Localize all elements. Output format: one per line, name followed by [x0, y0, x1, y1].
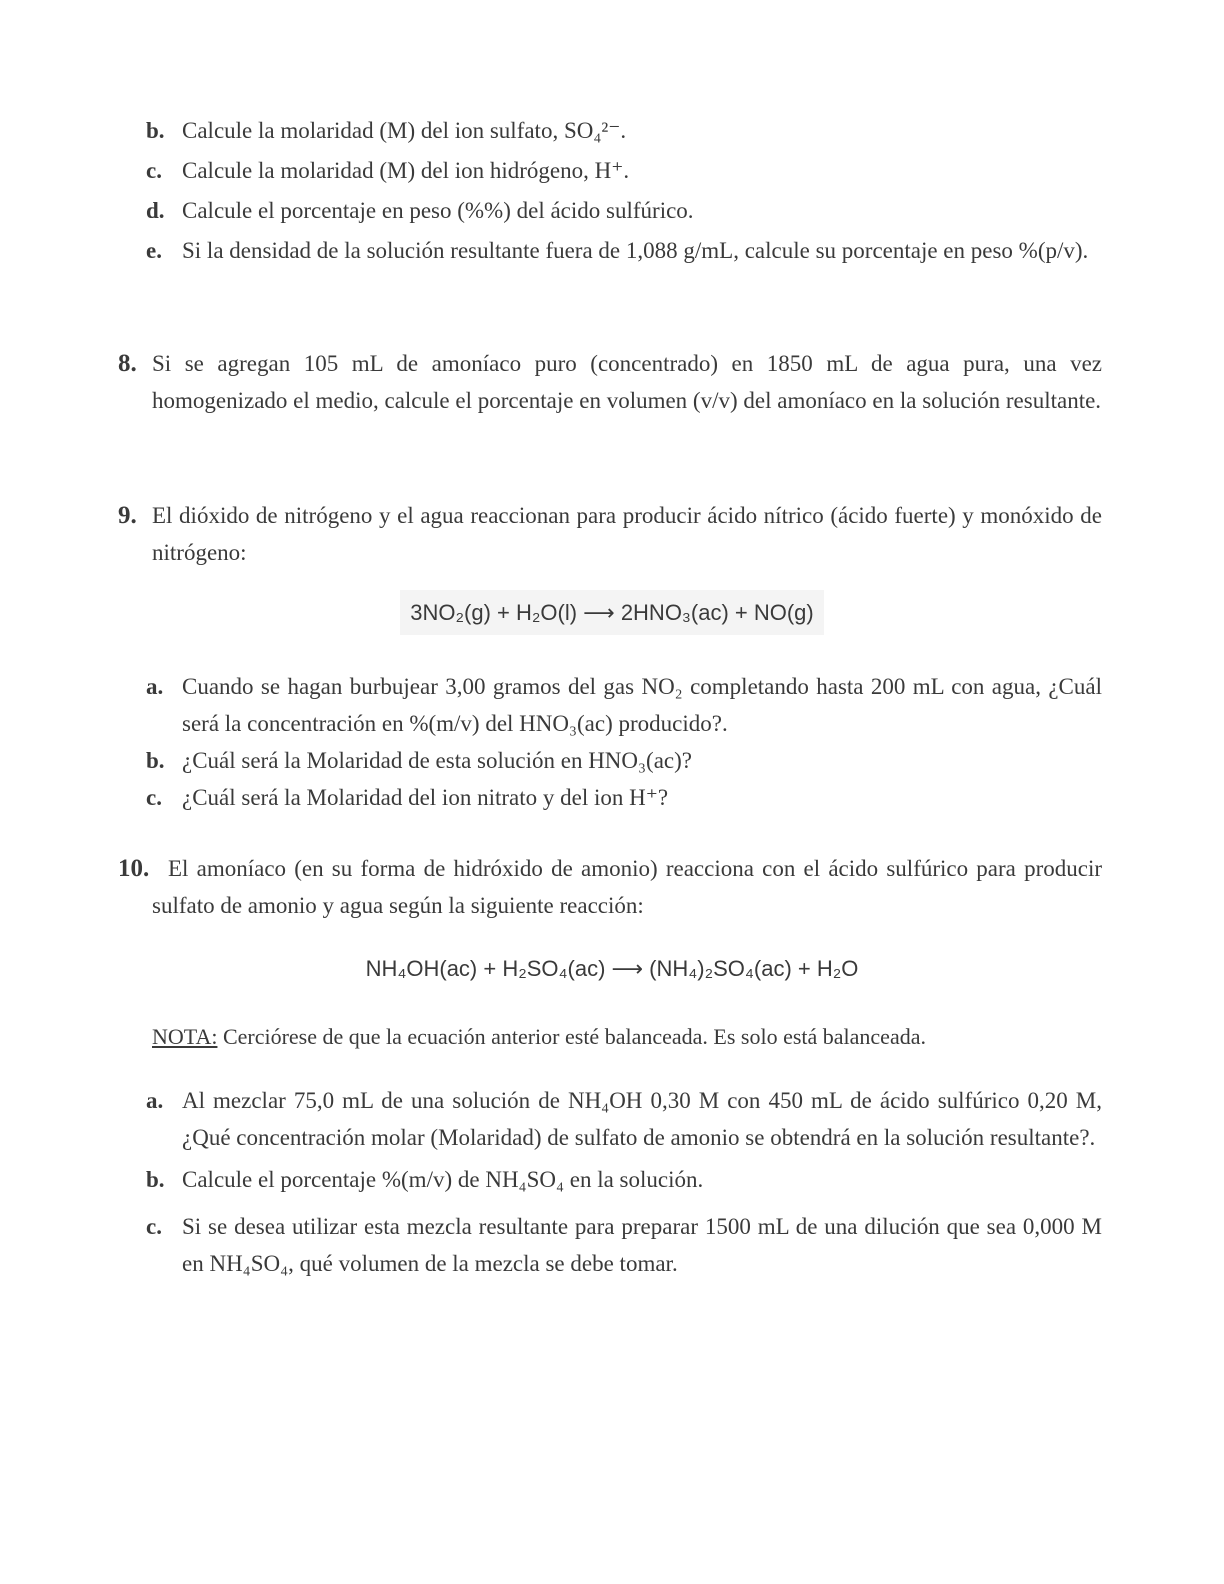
equation-ammonium-sulfate: [0, 950, 1224, 987]
list-item: [146, 668, 1102, 742]
item-text: Calcule la molaridad (M) del ion sulfato, SO₄²⁻.: [182, 118, 627, 143]
question-number: 9.: [118, 502, 137, 529]
equation-no2-water: [0, 590, 1224, 635]
question-text: Si se agregan 105 mL de amoníaco puro (concentrado) en 1850 mL de agua pura, una vez homogenizado el medio, calcule el porcentaje en volumen (v/v) del amoníaco en la solución resultante.: [152, 351, 1102, 413]
question-text: El dióxido de nitrógeno y el agua reaccionan para producir ácido nítrico (ácido fuerte) y monóxido de nitrógeno:: [152, 503, 1102, 565]
list-item: [146, 1208, 1102, 1282]
item-text: ¿Cuál será la Molaridad del ion nitrato y del ion H⁺?: [182, 785, 669, 810]
item-label: a.: [146, 1088, 164, 1113]
question-10-items: [146, 1082, 1102, 1282]
item-text: Si se desea utilizar esta mezcla resultante para preparar 1500 mL de una dilución que sea 0,000 M en NH₄SO₄, qué volumen de la mezcla se debe tomar.: [182, 1214, 1102, 1276]
item-text: ¿Cuál será la Molaridad de esta solución en HNO₃(ac)?: [182, 748, 692, 773]
question-9: [118, 497, 1102, 571]
item-text: Calcule el porcentaje %(m/v) de NH₄SO₄ en la solución.: [182, 1167, 704, 1192]
question-9-items: [146, 668, 1102, 816]
item-label: e.: [146, 238, 162, 263]
note-label: NOTA:: [152, 1024, 218, 1049]
item-label: d.: [146, 198, 165, 223]
item-label: b.: [146, 748, 165, 773]
item-text: Calcule la molaridad (M) del ion hidrógeno, H⁺.: [182, 158, 630, 183]
item-text: Cuando se hagan burbujear 3,00 gramos del gas NO₂ completando hasta 200 mL con agua, ¿Cuál será la concentración en %(m/v) del HNO₃(ac) producido?.: [182, 674, 1102, 736]
item-label: a.: [146, 674, 164, 699]
item-label: c.: [146, 1214, 162, 1239]
list-item: [146, 742, 1102, 779]
list-item: [146, 779, 1102, 816]
question-8: [118, 345, 1102, 419]
list-item: [146, 232, 1102, 269]
question-text: El amoníaco (en su forma de hidróxido de amonio) reacciona con el ácido sulfúrico para producir sulfato de amonio y agua según la siguiente reacción:: [152, 856, 1102, 918]
list-item: [146, 1161, 1102, 1198]
question-number: 8.: [118, 350, 137, 377]
list-item: [146, 1082, 1102, 1156]
previous-question-items: [146, 112, 1102, 269]
note: [152, 1018, 1102, 1055]
list-item: [146, 192, 1102, 229]
item-label: c.: [146, 785, 162, 810]
item-label: c.: [146, 158, 162, 183]
equation-text: 3NO₂(g) + H₂O(l) ⟶ 2HNO₃(ac) + NO(g): [400, 590, 824, 635]
question-10: [118, 850, 1102, 924]
question-number: 10.: [118, 855, 150, 882]
item-label: b.: [146, 1167, 165, 1192]
item-text: Si la densidad de la solución resultante fuera de 1,088 g/mL, calcule su porcentaje en peso %(p/v).: [182, 238, 1089, 263]
list-item: [146, 112, 1102, 149]
note-text: Cerciórese de que la ecuación anterior esté balanceada. Es solo está balanceada.: [217, 1024, 926, 1049]
list-item: [146, 152, 1102, 189]
equation-text: NH₄OH(ac) + H₂SO₄(ac) ⟶ (NH₄)₂SO₄(ac) + H₂O: [365, 956, 859, 981]
item-label: b.: [146, 118, 165, 143]
item-text: Calcule el porcentaje en peso (%%) del ácido sulfúrico.: [182, 198, 694, 223]
item-text: Al mezclar 75,0 mL de una solución de NH₄OH 0,30 M con 450 mL de ácido sulfúrico 0,20 M, ¿Qué concentración molar (Molaridad) de sulfato de amonio se obtendrá en la solución resultante?.: [182, 1088, 1102, 1150]
